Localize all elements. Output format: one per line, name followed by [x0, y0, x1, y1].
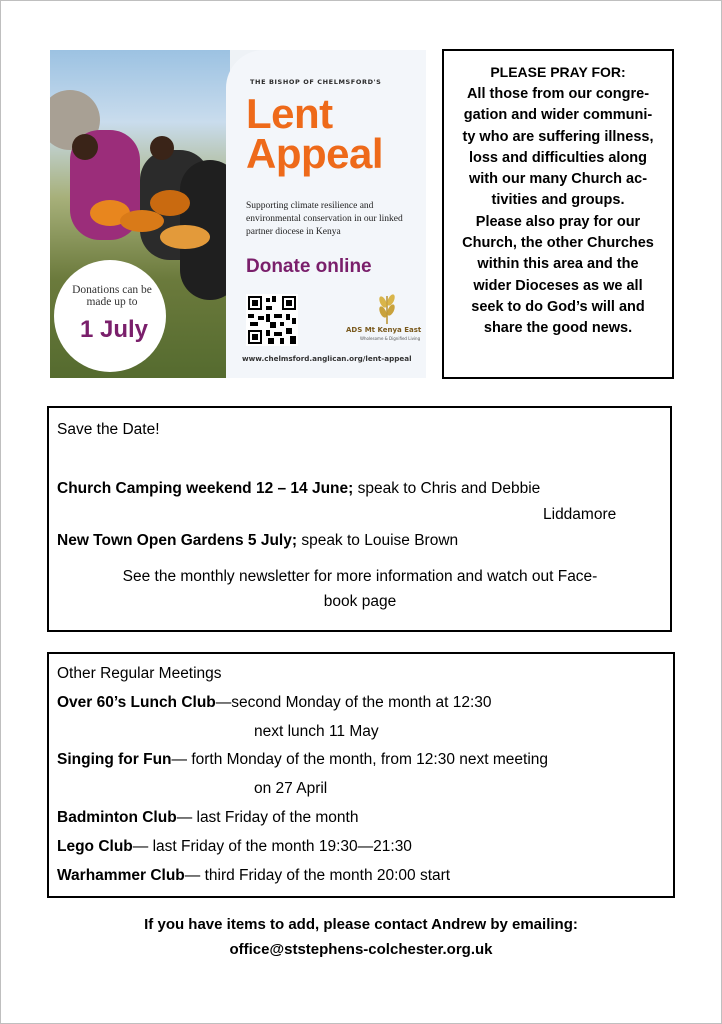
warhammer-club-name: Warhammer Club [57, 867, 185, 884]
ads-logo-text: ADS Mt Kenya East [346, 326, 422, 334]
newsletter-note-line2: book page [323, 593, 397, 610]
donation-badge-text: Donations can be made up to [72, 284, 152, 308]
footer-contact [0, 912, 722, 962]
prayer-title: PLEASE PRAY FOR: [490, 64, 626, 80]
prayer-line: within this area and the [477, 256, 639, 273]
appeal-support-text: Supporting climate resilience and environmental conservation in our linked partner diocese in Kenya [246, 201, 403, 237]
prayer-line: ty who are suffering illness, [462, 128, 654, 145]
badminton-club-name: Badminton Club [57, 809, 177, 826]
lego-club [57, 833, 412, 861]
singing-club-name: Singing for Fun [57, 751, 172, 768]
prayer-line: loss and difficulties along [468, 149, 648, 166]
prayer-line: All those from our congre- [466, 86, 650, 102]
camping-event [57, 476, 540, 502]
appeal-title-line2: Appeal [246, 130, 384, 177]
contact-email[interactable]: office@ststephens-colchester.org.uk [229, 941, 493, 958]
prayer-line: wider Dioceses as we all [473, 277, 643, 294]
prayer-line: tivities and groups. [491, 192, 625, 209]
regular-meetings-box [47, 652, 675, 898]
prayer-line: Church, the other Churches [462, 235, 654, 252]
appeal-title-line1: Lent [246, 90, 333, 137]
camping-event-name: Church Camping weekend 12 – 14 June; [57, 480, 354, 497]
footer-line1: If you have items to add, please contact Andrew by emailing: [144, 916, 578, 933]
prayer-line: Please also pray for our [475, 213, 641, 230]
appeal-title [246, 90, 384, 177]
camping-event-contact-2: Liddamore [543, 506, 617, 523]
lent-appeal-poster [50, 50, 426, 378]
gardens-event-name: New Town Open Gardens 5 July; [57, 532, 298, 549]
prayer-line: gation and wider communi- [463, 107, 653, 124]
camping-event-contact: speak to Chris and Debbie [353, 480, 541, 497]
prayer-line: share the good news. [483, 320, 633, 337]
warhammer-club-detail: — third Friday of the month 20:00 start [184, 867, 451, 884]
prayer-line: seek to do God’s will and [471, 298, 645, 315]
lego-club-detail: — last Friday of the month 19:30—21:30 [132, 838, 412, 855]
singing-club [57, 746, 548, 774]
lego-club-name: Lego Club [57, 838, 133, 855]
warhammer-club [57, 862, 450, 890]
qr-code-icon [246, 294, 298, 346]
ads-logo-tagline: Wholesome & Dignified Living [360, 336, 421, 341]
gardens-event [57, 528, 458, 554]
gardens-event-contact: speak to Louise Brown [297, 532, 459, 549]
prayer-line: with our many Church ac- [468, 171, 648, 188]
badminton-club-detail: — last Friday of the month [176, 809, 359, 826]
save-the-date-box [47, 406, 672, 632]
newsletter-note-line1: See the monthly newsletter for more information and watch out Face- [122, 568, 598, 585]
donation-badge-date: 1 July [79, 316, 149, 343]
lunch-club-detail: —second Monday of the month at 12:30 [215, 694, 492, 711]
appeal-bishop-line: THE BISHOP OF CHELMSFORD'S [250, 78, 382, 86]
lunch-club-name: Over 60’s Lunch Club [57, 694, 216, 711]
ads-logo [346, 290, 422, 350]
singing-club-next: on 27 April [254, 780, 328, 797]
lunch-club-next: next lunch 11 May [254, 723, 379, 740]
prayer-text [450, 84, 666, 340]
lunch-club [57, 689, 492, 717]
donate-online-text: Donate online [246, 256, 372, 277]
save-the-date-title: Save the Date! [57, 421, 160, 438]
badminton-club [57, 804, 358, 832]
wheat-icon [372, 290, 402, 324]
meetings-title: Other Regular Meetings [57, 665, 222, 682]
appeal-url: www.chelmsford.anglican.org/lent-appeal [242, 354, 412, 363]
singing-club-detail: — forth Monday of the month, from 12:30 next meeting [171, 751, 549, 768]
prayer-box [442, 49, 674, 379]
